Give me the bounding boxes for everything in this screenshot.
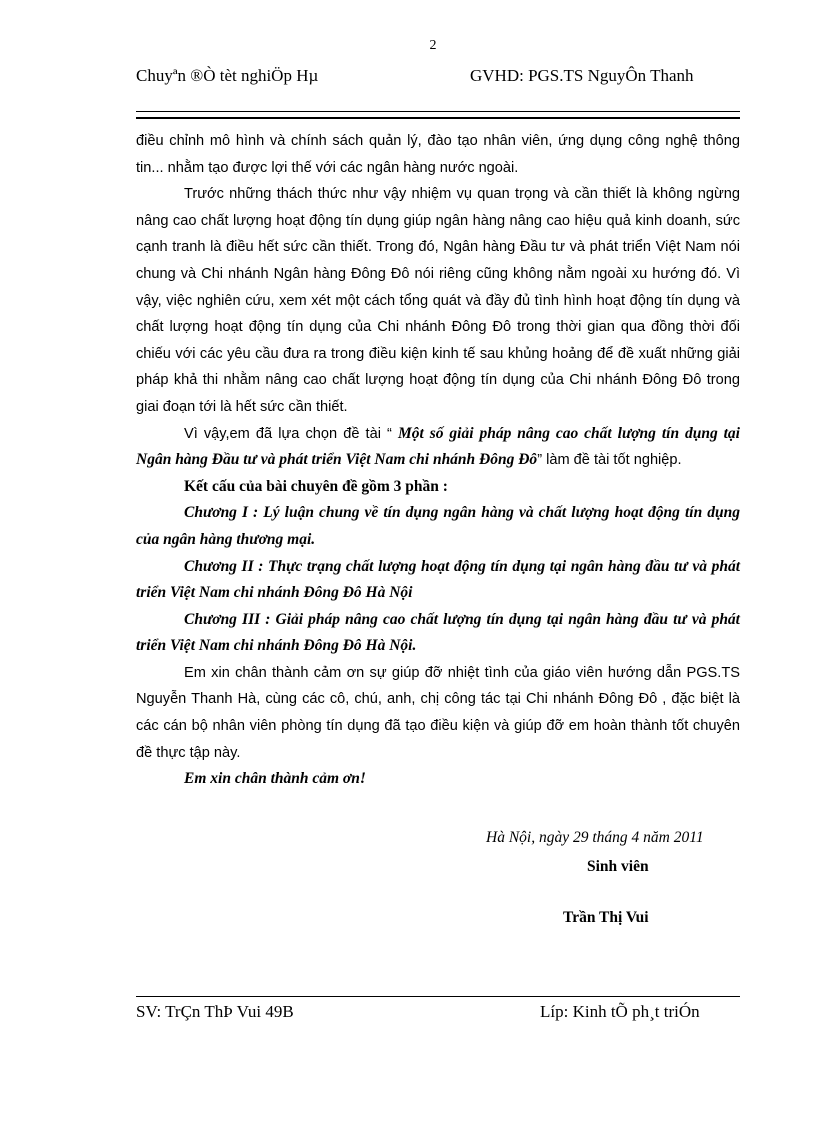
footer-student: SV: TrÇn ThÞ Vui 49B [136, 1002, 294, 1021]
topic-outro: ” làm đề tài tốt nghiệp. [537, 452, 682, 469]
paragraph-3 [136, 421, 740, 474]
body-text [136, 128, 740, 793]
chapter-1: Chương I : Lý luận chung về tín dụng ngân hàng và chất lượng hoạt động tín dụng của ngân hàng thương mại. [136, 504, 740, 548]
header-doc-title: Chuyªn ®Ò tèt nghiÖp Hµ [136, 66, 319, 85]
signature-role: Sinh viên [587, 858, 649, 875]
structure-heading: Kết cấu của bài chuyên đề gồm 3 phần : [184, 477, 448, 495]
footer-class: Líp: Kinh tÕ ph¸t triÓn [540, 1002, 700, 1021]
thesis-title: Một số giải pháp nâng cao chất lượng tín dụng tại Ngân hàng Đầu tư và phát triển Việt Nam chi nhánh Đông Đô [136, 424, 740, 469]
paragraph-2: Trước những thách thức như vậy nhiệm vụ quan trọng và cần thiết là không ngừng nâng cao chất lượng hoạt động tín dụng giúp ngân hàng nâng cao hiệu quả kinh doanh, sức cạnh tranh là điều hết sức cần thiết. Trong đó, Ngân hàng Đầu tư và phát triển Việt Nam nói chung và Chi nhánh Ngân hàng Đông Đô nói riêng cũng không nằm ngoài xu hướng đó. Vì vậy, việc nghiên cứu, xem xét một cách tổng quát và đầy đủ tình hình hoạt động tín dụng và chất lượng hoạt động tín dụng của Chi nhánh Đông Đô trong thời gian qua đồng thời đối chiếu với các yêu cầu đưa ra trong điều kiện kinh tế sau khủng hoảng để đề xuất những giải pháp khả thi nhằm nâng cao chất lượng hoạt động tín dụng của Chi nhánh Đông Đô trong giai đoạn tới là hết sức cần thiết. [136, 186, 740, 415]
footer-divider [136, 996, 740, 997]
closing-line: Em xin chân thành cảm ơn! [184, 770, 366, 788]
acknowledgement: Em xin chân thành cảm ơn sự giúp đỡ nhiệt tình của giáo viên hướng dẫn PGS.TS Nguyễn Thanh Hà, cùng các cô, chú, anh, chị công tác tại Chi nhánh Đông Đô , đặc biệt là các cán bộ nhân viên phòng tín dụng đã tạo điều kiện và giúp đỡ em hoàn thành tốt chuyên đề thực tập này. [136, 664, 740, 761]
chapter-2: Chương II : Thực trạng chất lượng hoạt động tín dụng tại ngân hàng đầu tư và phát triển Việt Nam chi nhánh Đông Đô Hà Nội [136, 557, 740, 602]
topic-intro: Vì vậy,em đã lựa chọn đề tài “ [184, 425, 398, 442]
header-advisor: GVHD: PGS.TS NguyÔn Thanh [470, 66, 694, 85]
header-divider [136, 111, 740, 119]
paragraph-1: điều chỉnh mô hình và chính sách quản lý, đào tạo nhân viên, ứng dụng công nghệ thông tin... nhằm tạo được lợi thế với các ngân hàng nước ngoài. [136, 133, 740, 176]
signature-name: Trần Thị Vui [563, 909, 649, 926]
page-number: 2 [429, 38, 437, 53]
signature-date: Hà Nội, ngày 29 tháng 4 năm 2011 [486, 829, 704, 846]
chapter-3: Chương III : Giải pháp nâng cao chất lượng tín dụng tại ngân hàng đầu tư và phát triển Việt Nam chi nhánh Đông Đô Hà Nội. [136, 610, 740, 655]
